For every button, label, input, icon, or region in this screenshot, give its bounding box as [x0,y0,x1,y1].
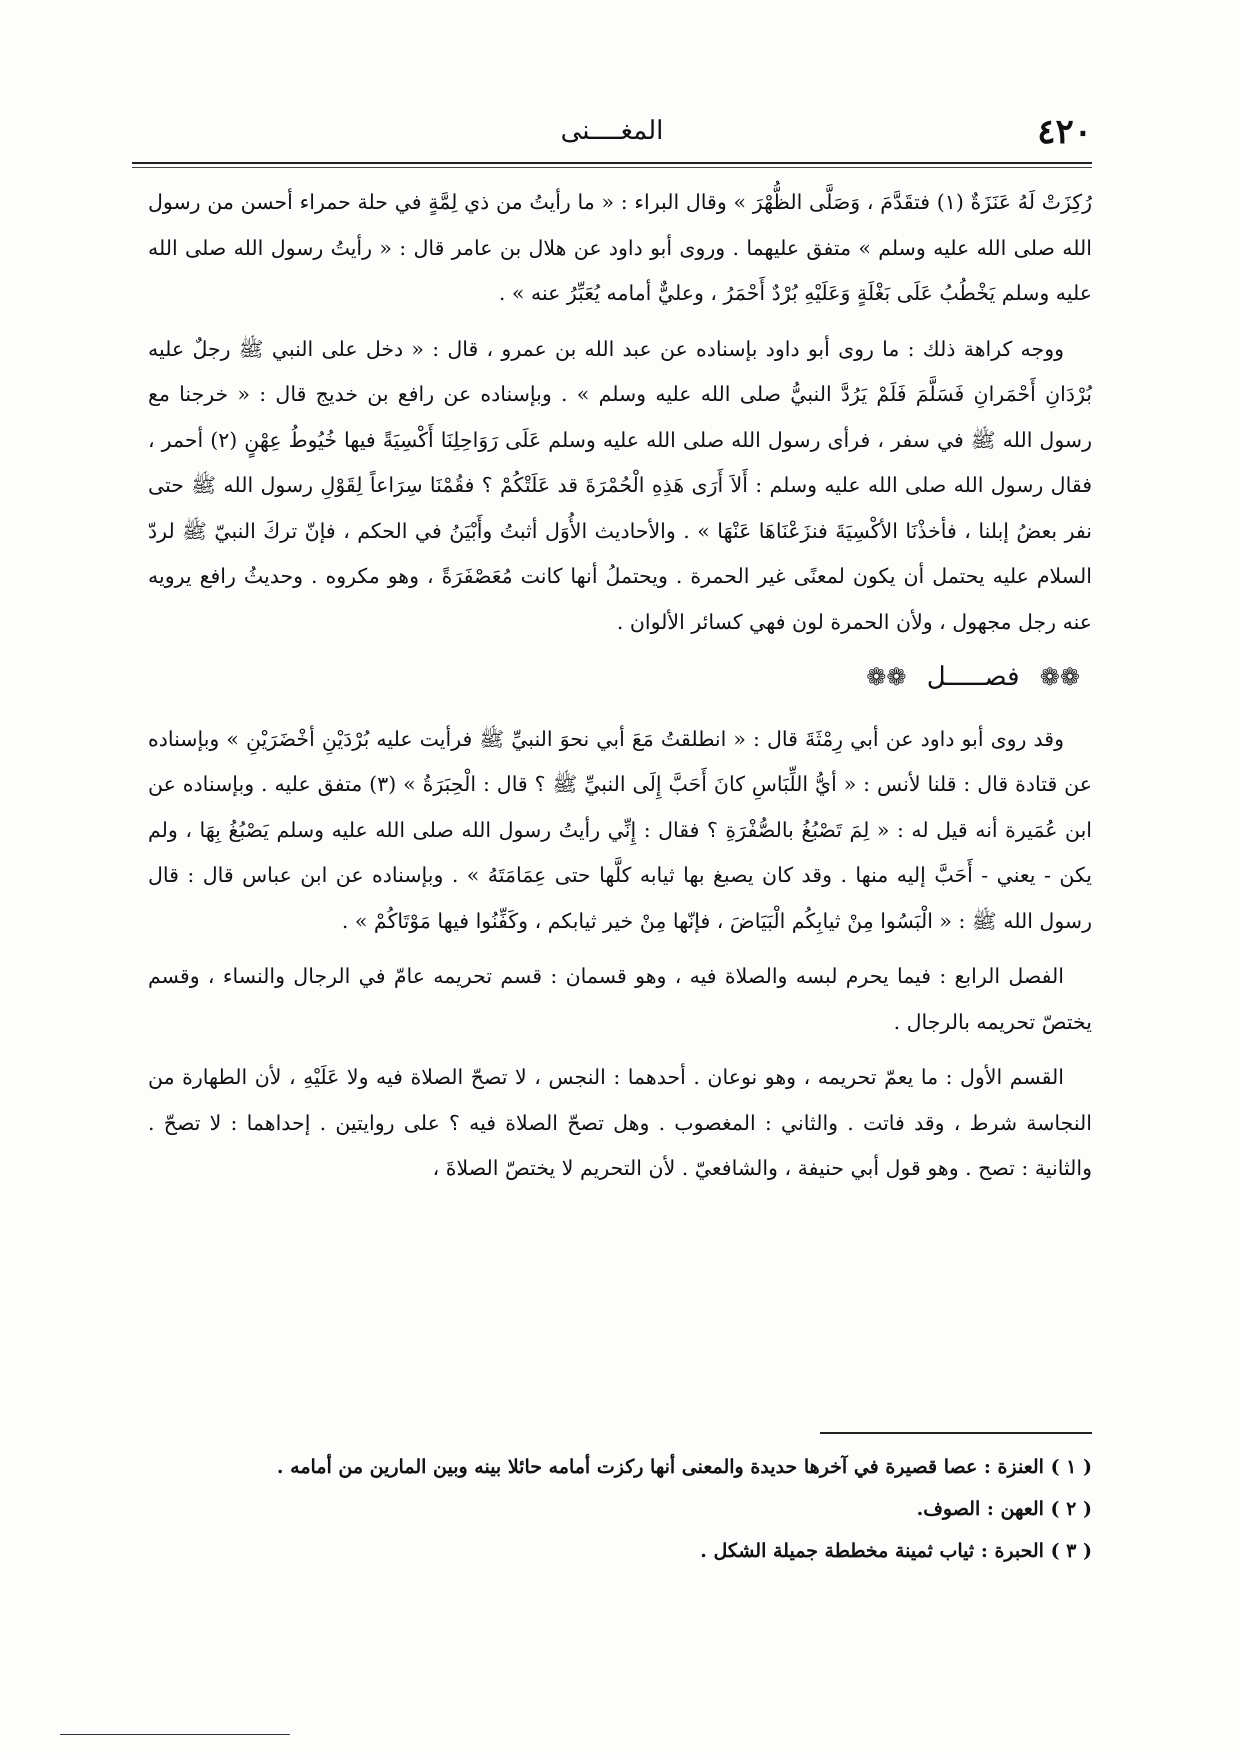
header-rule-thin [132,167,1092,168]
footnote: ( ١ ) العنزة : عصا قصيرة في آخرها حديدة والمعنى أنها ركزت أمامه حائلا بينه وبين المارين من أمامه . [276,1456,1092,1478]
page-header [132,112,1092,158]
footnote: ( ٣ ) الحبرة : ثياب ثمينة مخططة جميلة الشكل . [700,1540,1092,1562]
running-title: المغــــنى [560,116,664,146]
header-rule [132,162,1092,164]
footnote-rule [820,1432,1092,1434]
main-text [148,180,1092,1202]
paragraph: الفصل الرابع : فيما يحرم لبسه والصلاة فيه ، وهو قسمان : قسم تحريمه عامّ في الرجال والنساء ، وقسم يختصّ تحريمه بالرجال . [148,964,1092,1034]
footnote: ( ٢ ) العهن : الصوف. [916,1498,1092,1520]
section-heading-text: فصـــــل [926,662,1020,692]
ornament-left-icon: ❁❁ [866,663,907,692]
section-heading [148,655,1092,701]
bottom-rule [60,1734,290,1735]
paragraph: وقد روى أبو داود عن أبي رِمْثَةَ قال : « انطلقتُ مَعَ أبي نحوَ النبيِّ ﷺ فرأيت عليه بُرْدَيْنِ أخْضَرَيْنِ » وبإسناده عن قتادة قال : قلنا لأنس : « أيُّ اللِّبَاسِ كانَ أَحَبَّ إِلَى النبيِّ ﷺ ؟ قال : الْحِبَرَةُ » (٣) متفق عليه . وبإسناده عن ابن عُمَيرة أنه قيل له : « لِمَ تَصْبُغُ بالصُّفْرَةِ ؟ فقال : إِنِّي رأيتُ رسول الله صلى الله عليه وسلم يَصْبُغُ بِهَا ، ولم يكن - يعني - أَحَبَّ إليه منها . وقد كان يصبغ بها ثيابه كلَّها حتى عِمَامَتَهُ » . وبإسناده عن ابن عباس قال : قال رسول الله ﷺ : « الْبَسُوا مِنْ ثيابِكُم الْبَيَاضَ ، فإنّها مِنْ خير ثيابكم ، وكَفِّنُوا فيها مَوْتَاكُمْ » . [148,726,1093,933]
ornament-right-icon: ❁❁ [1039,663,1080,692]
paragraph: رُكِزَتْ لَهُ عَنَزَةٌ (١) فتقَدَّمَ ، وَصَلَّى الظُّهْرَ » وقال البراء : « ما رأيتُ من ذي لِمَّةٍ في حلة حمراء أحسن من رسول الله صلى الله عليه وسلم » متفق عليهما . وروى أبو داود عن هلال بن عامر قال : « رأيتُ رسول الله صلى الله عليه وسلم يَخْطُبُ عَلَى بَغْلَةٍ وَعَلَيْهِ بُرْدٌ أَحْمَرُ ، وعليٌّ أمامه يُعَبِّرُ عنه » . [148,190,1092,305]
page-number: ٤٢٠ [1037,112,1092,152]
footnotes [148,1446,1092,1572]
paragraph: ووجه كراهة ذلك : ما روى أبو داود بإسناده عن عبد الله بن عمرو ، قال : « دخل على النبي ﷺ رجلٌ عليه بُرْدَانِ أَحْمَرانِ فَسَلَّمَ فَلَمْ يَرُدَّ النبيُّ صلى الله عليه وسلم » . وبإسناده عن رافع بن خديج قال : « خرجنا مع رسول الله ﷺ في سفر ، فرأى رسول الله صلى الله عليه وسلم عَلَى رَوَاحِلِنَا أَكْسِيَةً فيها خُيُوطُ عِهْنٍ (٢) أحمر ، فقال رسول الله صلى الله عليه وسلم : أَلاَ أَرَى هَذِهِ الْحُمْرَةَ قد عَلَتْكُمْ ؟ فقُمْنَا سِرَاعاً لِقَوْلِ رسول الله ﷺ حتى نفر بعضُ إبلنا ، فأخذْنَا الأكْسِيَةَ فنزَعْنَاهَا عَنْهَا » . والأحاديث الأُوَل أثبتُ وأَبْيَنُ في الحكم ، فإنّ تركَ النبيّ ﷺ لردّ السلام عليه يحتمل أن يكون لمعنًى غير الحمرة . ويحتملُ أنها كانت مُعَصْفَرَةً ، وهو مكروه . وحديثُ رافع يرويه عنه رجل مجهول ، ولأن الحمرة لون فهي كسائر الألوان . [148,336,1092,634]
paragraph: القسم الأول : ما يعمّ تحريمه ، وهو نوعان . أحدهما : النجس ، لا تصحّ الصلاة فيه ولا عَلَيْهِ ، لأن الطهارة من النجاسة شرط ، وقد فاتت . والثاني : المغصوب . وهل تصحّ الصلاة فيه ؟ على روايتين . إحداهما : لا تصحّ . والثانية : تصح . وهو قول أبي حنيفة ، والشافعيّ . لأن التحريم لا يختصّ الصلاةَ ، [148,1065,1092,1181]
